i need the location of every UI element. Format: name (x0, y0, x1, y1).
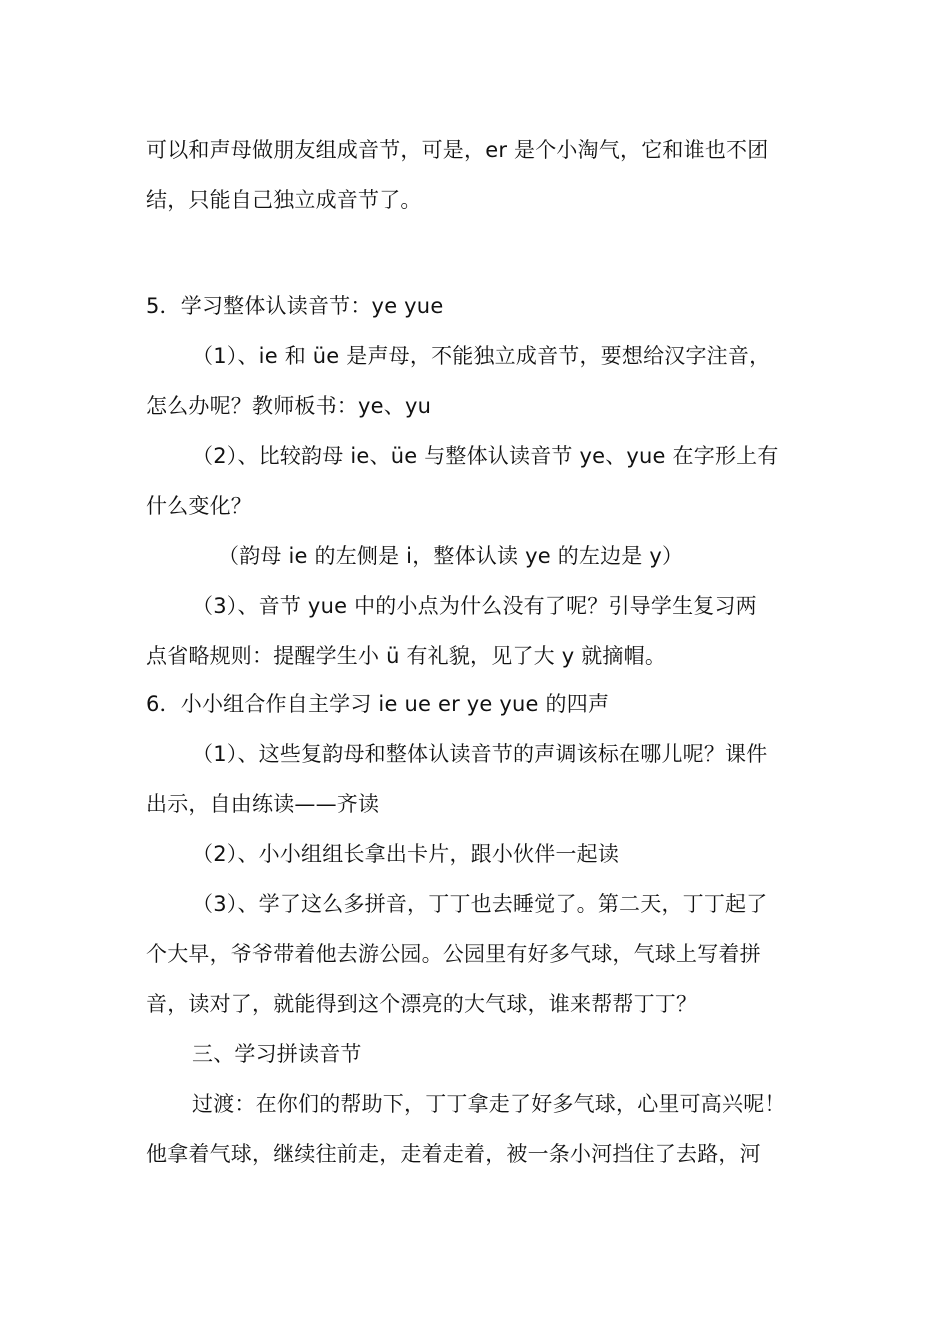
text-line: 结，只能自己独立成音节了。 (146, 188, 422, 212)
text-line: （2）、小小组组长拿出卡片，跟小伙伴一起读 (192, 842, 620, 866)
text-line: （1）、这些复韵母和整体认读音节的声调该标在哪儿呢？课件 (192, 742, 768, 766)
section-heading: 6．小小组合作自主学习 ie ue er ye yue 的四声 (146, 692, 610, 716)
section-heading: 三、学习拼读音节 (192, 1042, 362, 1066)
text-line: 怎么办呢？教师板书：ye、yu (146, 394, 432, 418)
text-line: （1）、ie 和 üe 是声母，不能独立成音节，要想给汉字注音， (192, 344, 771, 368)
text-line: 点省略规则：提醒学生小 ü 有礼貌，见了大 y 就摘帽。 (146, 644, 667, 668)
section-heading: 5．学习整体认读音节：ye yue (146, 294, 444, 318)
text-line: 出示，自由练读——齐读 (146, 792, 380, 816)
text-line: （3）、学了这么多拼音，丁丁也去睡觉了。第二天，丁丁起了 (192, 892, 768, 916)
text-line: 个大早，爷爷带着他去游公园。公园里有好多气球，气球上写着拼 (146, 942, 761, 966)
text-line: 过渡：在你们的帮助下，丁丁拿走了好多气球，心里可高兴呢！ (192, 1092, 786, 1116)
text-line: 什么变化？ (146, 494, 252, 518)
text-line: （2）、比较韵母 ie、üe 与整体认读音节 ye、yue 在字形上有 (192, 444, 779, 468)
text-line: 可以和声母做朋友组成音节，可是，er 是个小淘气，它和谁也不团 (146, 138, 769, 162)
text-line: （韵母 ie 的左侧是 i，整体认读 ye 的左边是 y） (218, 544, 684, 568)
text-line: 音，读对了，就能得到这个漂亮的大气球，谁来帮帮丁丁？ (146, 992, 698, 1016)
text-line: 他拿着气球，继续往前走，走着走着，被一条小河挡住了去路，河 (146, 1142, 761, 1166)
text-line: （3）、音节 yue 中的小点为什么没有了呢？引导学生复习两 (192, 594, 757, 618)
